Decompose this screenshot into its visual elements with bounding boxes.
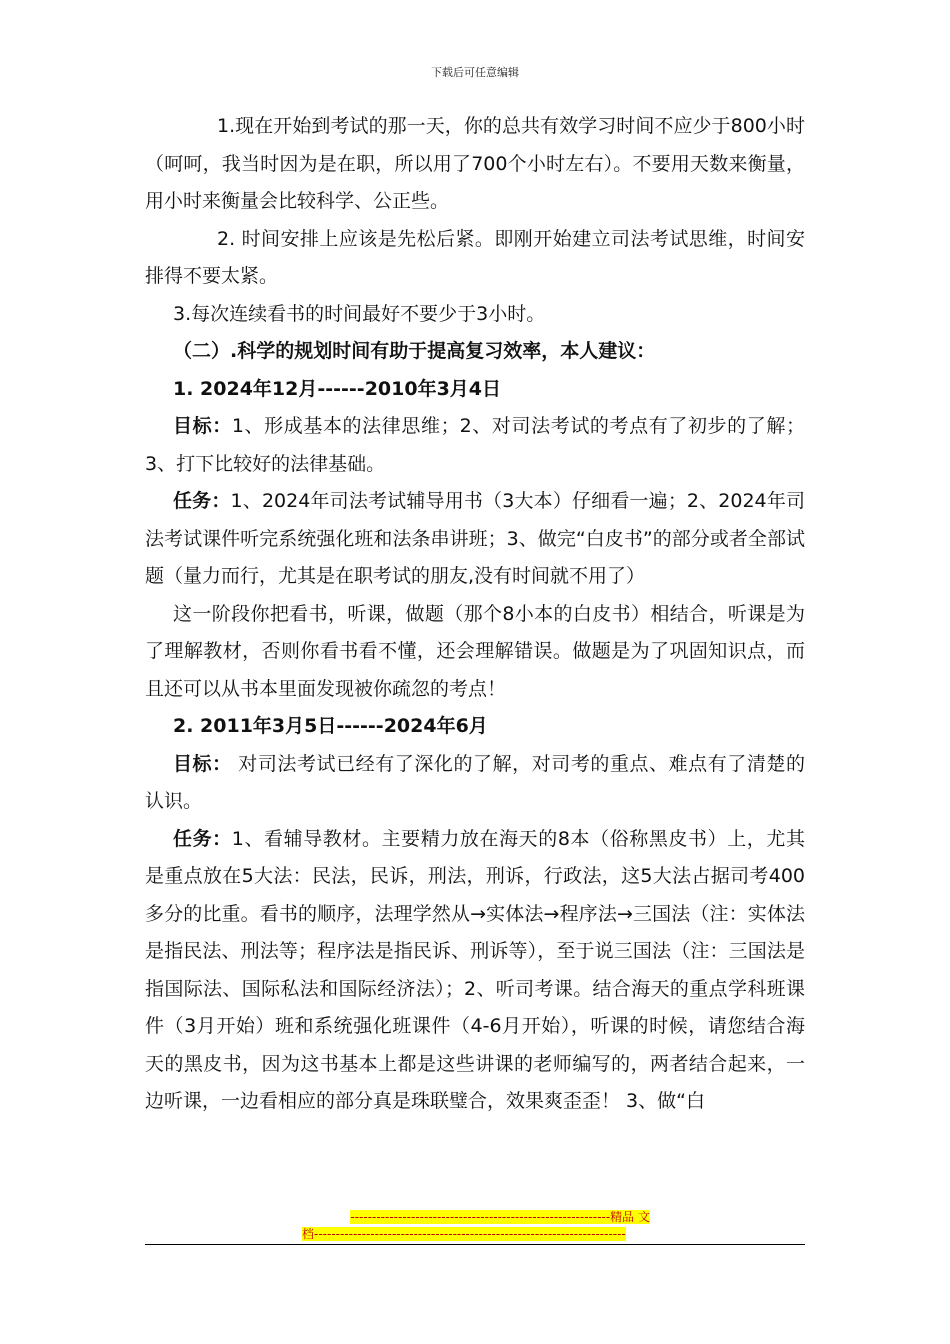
page-footer-watermark: [302, 1209, 650, 1243]
goal-label: 目标：: [173, 752, 232, 775]
paragraph-reading-duration: 3.每次连续看书的时间最好不要少于3小时。: [173, 302, 546, 325]
footer-divider: [145, 1244, 805, 1245]
phase-1-task: [145, 483, 805, 596]
phase-1-note: 这一阶段你把看书，听课，做题（那个8小本的白皮书）相结合，听课是为了理解教材，否则你看书看不懂，还会理解错误。做题是为了巩固知识点，而且还可以从书本里面发现被你疏忽的考点！: [145, 602, 805, 700]
footer-line-2: 档------------------------------------------------------------------------: [302, 1227, 626, 1241]
goal-text: 1、形成基本的法律思维；2、对司法考试的考点有了初步的了解；3、打下比较好的法律基础。: [145, 415, 805, 475]
phase-2-goal: [145, 746, 805, 821]
task-text: 1、看辅导教材。主要精力放在海天的8本（俗称黑皮书）上，尤其是重点放在5大法：民法，民诉，刑法，刑诉，行政法，这5大法占据司考400多分的比重。看书的顺序，法理学然从→实体法→程序法→三国法（注：实体法是指民法、刑法等；程序法是指民诉、刑诉等），至于说三国法（注：三国法是指国际法、国际私法和国际经济法）；2、听司考课。结合海天的重点学科班课件（3月开始）班和系统强化班课件（4-6月开始），听课的时候，请您结合海天的黑皮书，因为这书基本上都是这些讲课的老师编写的，两者结合起来，一边听课，一边看相应的部分真是珠联璧合，效果爽歪歪！ 3、做“白: [145, 827, 805, 1112]
phase-1-goal: [145, 408, 805, 483]
section-heading-planning: （二）.科学的规划时间有助于提高复习效率，本人建议：: [173, 340, 656, 362]
task-label: 任务：: [173, 827, 232, 850]
page-header: 下载后可任意编辑: [431, 66, 519, 79]
paragraph-time-arrangement: 2. 时间安排上应该是先松后紧。即刚开始建立司法考试思维，时间安排得不要太紧。: [145, 227, 805, 287]
task-text: 1、2024年司法考试辅导用书（3大本）仔细看一遍；2、2024年司法考试课件听完系统强化班和法条串讲班；3、做完“白皮书”的部分或者全部试题（量力而行，尤其是在职考试的朋友,没有时间就不用了）: [145, 490, 805, 587]
footer-line-1: ------------------------------------------------------------精品 文: [350, 1210, 650, 1224]
phase-2-heading: 2. 2011年3月5日------2024年6月: [173, 715, 488, 737]
document-body: [145, 108, 805, 1121]
phase-2-task: [145, 821, 805, 1121]
task-label: 任务：: [173, 490, 231, 512]
phase-1-heading: 1. 2024年12月------2010年3月4日: [173, 377, 502, 400]
goal-text: 对司法考试已经有了深化的了解，对司考的重点、难点有了清楚的认识。: [145, 752, 805, 812]
goal-label: 目标：: [173, 415, 232, 437]
paragraph-study-hours: 1.现在开始到考试的那一天，你的总共有效学习时间不应少于800小时（呵呵，我当时因为是在职，所以用了700个小时左右）。不要用天数来衡量，用小时来衡量会比较科学、公正些。: [145, 115, 805, 212]
